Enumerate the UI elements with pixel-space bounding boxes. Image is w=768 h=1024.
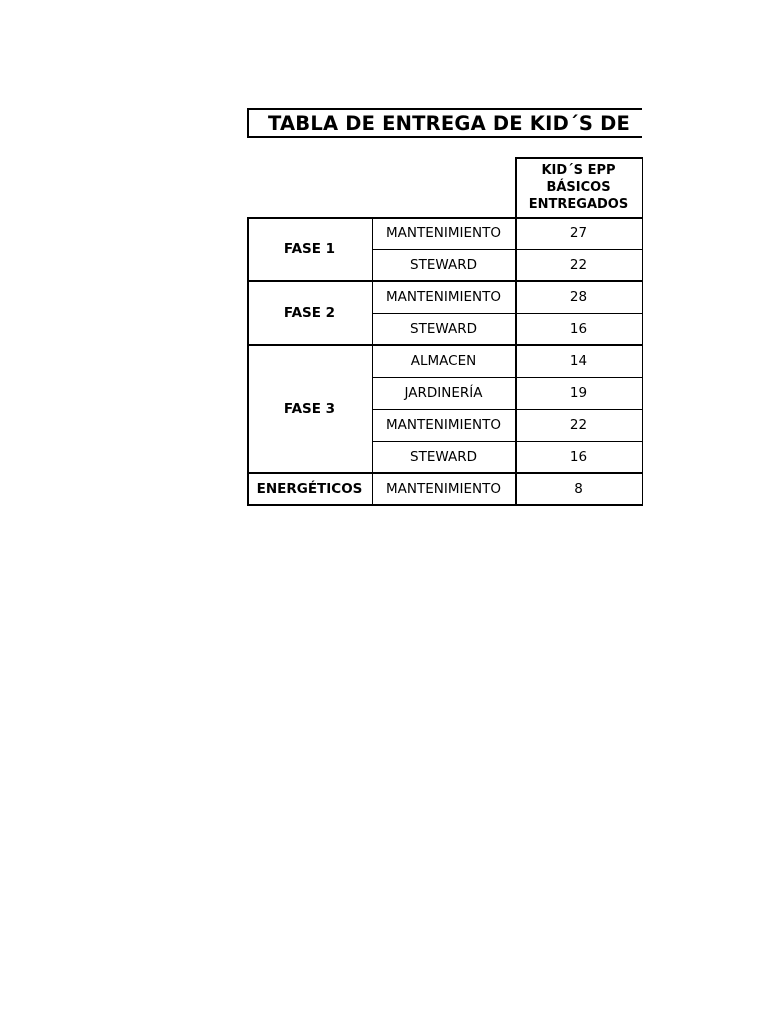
area-cell: ALMACEN: [410, 353, 477, 369]
area-cell: STEWARD: [410, 257, 477, 273]
row-separator: [372, 313, 643, 314]
area-cell: MANTENIMIENTO: [386, 225, 501, 241]
value-column-header-text: KID´S EPP BÁSICOS ENTREGADOS: [528, 162, 629, 212]
row-separator: [372, 441, 643, 442]
area-column-border: [372, 217, 373, 505]
phase-label: FASE 3: [283, 401, 336, 417]
value-cell: 27: [569, 225, 588, 241]
value-cell: 16: [569, 321, 588, 337]
value-cell: 22: [569, 417, 588, 433]
right-border: [642, 217, 643, 506]
value-column-border: [515, 217, 517, 505]
area-cell: JARDINERÍA: [404, 385, 483, 401]
header-top-border: [515, 157, 643, 159]
phase-label: FASE 1: [283, 241, 336, 257]
value-cell: 22: [569, 257, 588, 273]
body-bottom-border: [247, 504, 643, 506]
value-column-header: [515, 157, 642, 217]
header-right-border: [642, 157, 643, 217]
area-cell: MANTENIMIENTO: [386, 289, 501, 305]
row-separator: [372, 249, 643, 250]
value-cell: 28: [569, 289, 588, 305]
title-box: [247, 108, 642, 138]
phase-label: FASE 2: [283, 305, 336, 321]
value-cell: 14: [569, 353, 588, 369]
value-cell: 16: [569, 449, 588, 465]
area-cell: MANTENIMIENTO: [386, 417, 501, 433]
area-cell: STEWARD: [410, 321, 477, 337]
row-separator: [372, 409, 643, 410]
area-cell: STEWARD: [410, 449, 477, 465]
left-border: [247, 217, 249, 506]
area-cell: MANTENIMIENTO: [386, 481, 501, 497]
row-separator: [372, 377, 643, 378]
value-cell: 19: [569, 385, 588, 401]
header-left-border: [515, 157, 517, 217]
document-title: TABLA DE ENTREGA DE KID´S DE: [268, 112, 631, 135]
value-cell: 8: [574, 481, 583, 497]
phase-label: ENERGÉTICOS: [256, 481, 363, 497]
